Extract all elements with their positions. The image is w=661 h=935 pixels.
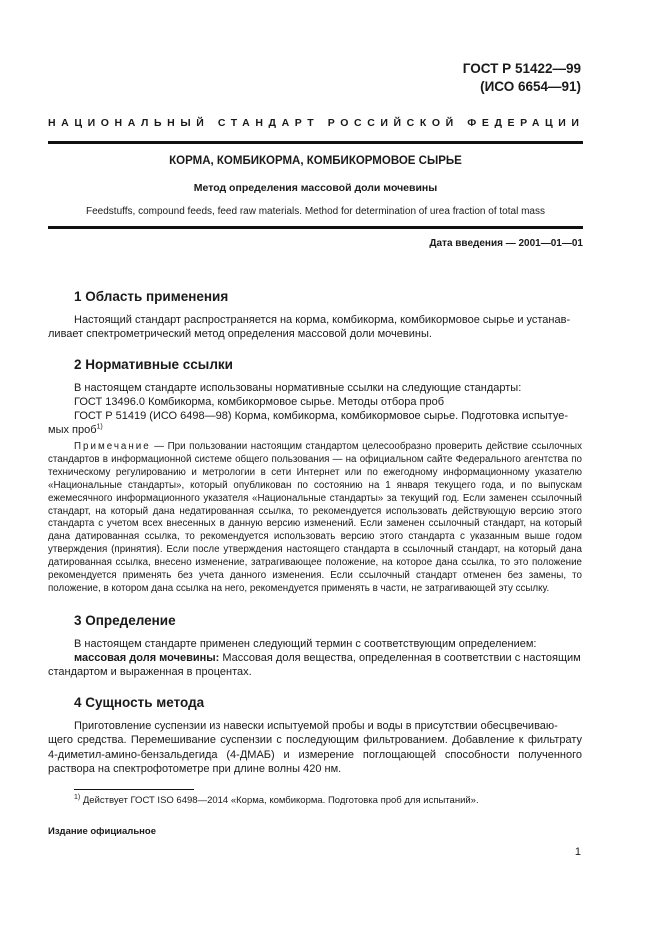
document-subtitle: Метод определения массовой доли мочевины <box>193 182 438 194</box>
section-2-heading: 2 Нормативные ссылки <box>74 357 233 372</box>
section-4-paragraph-first: Приготовление суспензии из навески испытуемой пробы и воды в присутствии обесцвечиваю- <box>74 720 558 732</box>
note-paragraph <box>48 441 582 596</box>
section-3-heading: 3 Определение <box>74 613 176 628</box>
section-1-paragraph-rest: ливает спектрометрический метод определения массовой доли мочевины. <box>48 328 432 340</box>
page-number: 1 <box>574 846 581 858</box>
reference-gost-13496: ГОСТ 13496.0 Комбикорма, комбикормовое сырье. Методы отбора проб <box>74 396 445 408</box>
middle-rule <box>48 226 583 229</box>
note-label: Примечание <box>74 441 151 452</box>
standard-code: ГОСТ Р 51422—99 <box>462 61 581 76</box>
reference-gost-51419-first: ГОСТ Р 51419 (ИСО 6498—98) Корма, комбикорма, комбикормовое сырье. Подготовка испытуе- <box>74 410 568 422</box>
section-1-heading: 1 Область применения <box>74 289 229 304</box>
section-4-heading: 4 Сущность метода <box>74 695 205 710</box>
english-title: Feedstuffs, compound feeds, feed raw materials. Method for determination of urea fraction of total mass <box>86 206 545 217</box>
term-definition-first: массовая доля мочевины: Массовая доля вещества, определенная в соответствии с настоящим <box>74 652 581 664</box>
section-2-intro: В настоящем стандарте использованы нормативные ссылки на следующие стандарты: <box>74 382 522 394</box>
footnote-ref: 1) <box>96 423 103 431</box>
effective-date: Дата введения — 2001—01—01 <box>429 238 583 249</box>
reference-gost-51419-rest: мых проб$^{1)}$ <box>48 423 103 436</box>
iso-code: (ИСО 6654—91) <box>480 79 581 94</box>
national-standard-heading: НАЦИОНАЛЬНЫЙ СТАНДАРТ РОССИЙСКОЙ ФЕДЕРАЦИИ <box>48 117 585 129</box>
footnote: $^{1)}$ Действует ГОСТ ISO 6498—2014 «Корма, комбикорма. Подготовка проб для испытаний». <box>74 793 479 806</box>
section-1-paragraph-first: Настоящий стандарт распространяется на корма, комбикорма, комбикормовое сырье и устанав- <box>74 314 571 326</box>
top-rule <box>48 141 583 144</box>
term-definition-rest: стандартом и выраженная в процентах. <box>48 666 252 678</box>
section-3-intro: В настоящем стандарте применен следующий термин с соответствующим определением: <box>74 638 537 650</box>
term: массовая доля мочевины: <box>74 652 220 664</box>
note-text: — При пользовании настоящим стандартом целесообразно проверить действие ссылочных стандартов в информационной системе общего пользования — на официальном сайте Федерального агентства по техническому регулированию и метрологии в сети Интернет или по ежегодному информационному указателю «Национальные стандарты», который опубликован по состоянию на 1 января текущего года, и по выпускам ежемесячного информационного указателя «Национальные стандарты» за текущий год. Если заменен ссылочный стандарт, на который дана недатированная ссылка, то рекомендуется использовать действующую версию этого стандарта с учетом всех внесенных в данную версию изменений. Если заменен ссылочный стандарт, на который дана датированная ссылка, то рекомендуется использовать версию этого стандарта с указанным выше годом утверждения (принятия). Если после утверждения настоящего стандарта в ссылочный стандарт, на который дана датированная ссылка, внесено изменение, затрагивающее положение, на которое дана ссылка, то это положение рекомендуется применять без учета данного изменения. Если ссылочный стандарт отменен без замены, то положение, в котором дана ссылка на него, рекомендуется применять в части, не затрагивающей эту ссылку. <box>48 441 582 594</box>
official-edition: Издание официальное <box>48 826 156 837</box>
section-4-paragraph-rest: щего средства. Перемешивание суспензии с последующим фильтрованием. Добавление к фильтрату 4-диметил-амино-бензальдегида (4-ДМАБ) и измерение поглощающей способности полученного раствора на спектрофотометре при длине волны 420 нм. <box>48 734 582 775</box>
document-title: КОРМА, КОМБИКОРМА, КОМБИКОРМОВОЕ СЫРЬЕ <box>169 155 462 167</box>
footnote-rule <box>74 789 194 790</box>
